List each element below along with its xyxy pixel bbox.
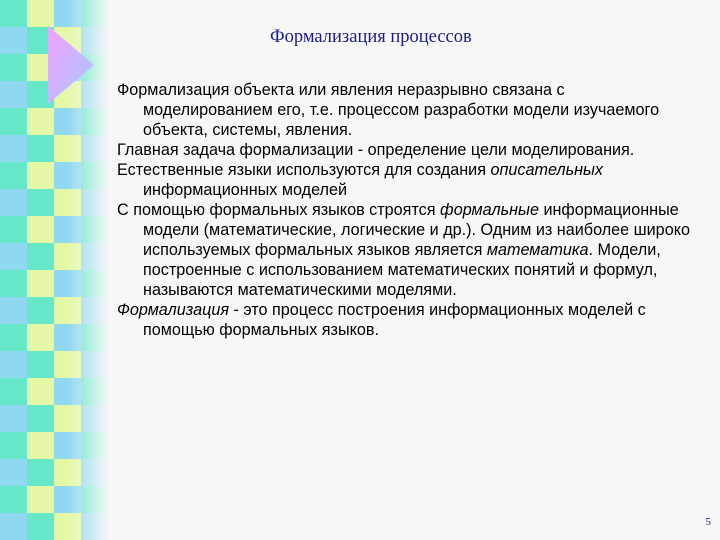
italic-term: математика: [486, 241, 589, 259]
text-run: . Модели, построенные с использованием математических понятий и формул, называются математическими моделями.: [143, 241, 661, 299]
body-paragraph: [117, 80, 695, 140]
italic-term: формальные: [440, 201, 539, 219]
text-run: Формализация объекта или явления неразрывно связана с моделированием его, т.е. процессом разработки модели изучаемого объекта, системы, явления.: [117, 81, 660, 139]
body-paragraph: [117, 200, 695, 300]
text-run: С помощью формальных языков строятся: [117, 201, 441, 219]
triangle-arrow-icon: [44, 24, 96, 106]
italic-term: Формализация: [117, 301, 229, 319]
text-run: - это процесс построения информационных моделей с помощью формальных языков.: [143, 301, 646, 339]
text-run: Естественные языки используются для создания: [117, 161, 491, 179]
slide-title: Формализация процессов: [270, 27, 472, 47]
italic-term: описательных: [490, 161, 603, 179]
body-paragraph: [117, 300, 695, 340]
page-number: 5: [705, 516, 711, 528]
text-run: Главная задача формализации - определение цели моделирования.: [117, 141, 635, 159]
body-paragraph: [117, 160, 695, 200]
text-run: информационные модели (математические, логические и др.). Одним из наиболее широко используемых формальных языков является: [143, 201, 690, 259]
text-run: информационных моделей: [143, 181, 348, 199]
body-paragraph: [117, 140, 695, 160]
slide-body: [117, 80, 695, 340]
